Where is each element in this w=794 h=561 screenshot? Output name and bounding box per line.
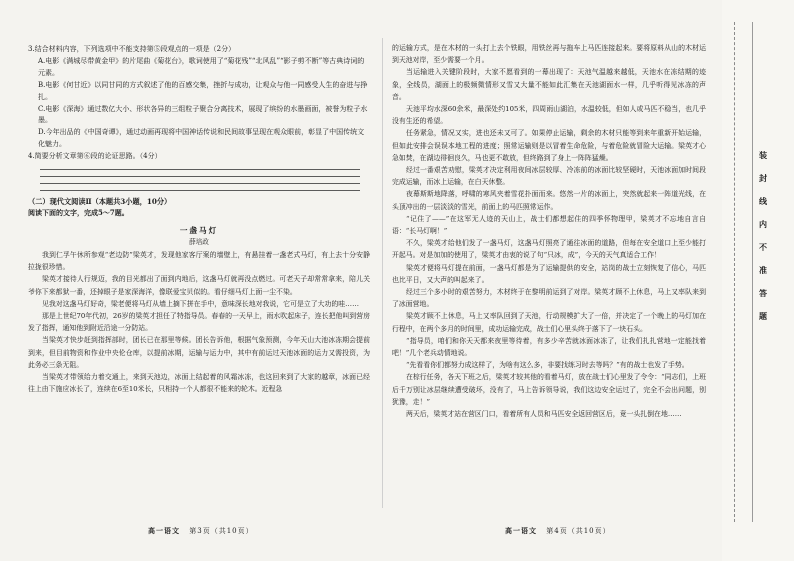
- margin-char: 不: [759, 242, 767, 252]
- footer-page-number: 第4页（共10页）: [546, 527, 611, 535]
- q3-option-d: D.今年出品的《中国奇谭》，通过动画再现将中国神话传说和民间故事呈现在观众眼前，彰显了中国传统文化魅力。: [38, 128, 365, 149]
- paragraph: 经过一番艰苦劝慰，梁英才决定利用夜间冰层较厚、冷冻前的冰面比较坚硬时，天池冰面加时间段完成运输，而冰上运输，在白天休整。: [392, 166, 706, 187]
- answer-line: [40, 176, 360, 177]
- q3-stem: 3.结合材料内容，下列选项中不能支持第⑤段观点的一项是（2分）: [28, 45, 236, 53]
- page-divider: [382, 38, 383, 508]
- footer-page-number: 第3页（共10页）: [189, 527, 254, 535]
- paragraph: “记住了——”在这军无人迹的天山上，战士们都想起住的四季怀物理甲，梁英才不忘地自言自语：“长马灯啊！”: [392, 214, 706, 236]
- paragraph: “先看看你们都努力成这样了，为啥有这么多，非要找练习时去等吗？”有的战士也发了手势。: [406, 361, 689, 370]
- paragraph: 的运输方式，是在木材的一头打上去个铁眼，用铁丝再与拖车上马匹连接起来。要将原料从山的木材运到天池对岸，至少需要一个月。: [392, 44, 706, 65]
- paragraph: 梁英才顾不上休息，马上又率队回到了天池，行动规模扩大了一倍，并决定了一个晚上的马灯加在行程中，在两个多月的时间里，成功运输完成，战士们心里头终于落下了一块石头。: [392, 312, 706, 333]
- paragraph: 梁英才接待人行规迈，我的目光都出了面到内地后，这盏马灯就再没点燃过。可老天子却常常拿来，陪儿关爷你下来都狱一番，还掉眼子是家深海洋，像联爱宝贝似的。看仔细马灯上面一尘不染。: [28, 275, 370, 296]
- paragraph: 不久，梁英才给他们发了一盏马灯，这盏马灯照亮了通往冰面的道路，但每在安全道口上至少能打开起马。对是加加的使用了，梁英才由衷的说了句“只冰，成”，今天的天气真适合工作！: [392, 239, 706, 260]
- left-page-footer: [148, 526, 254, 536]
- paragraph: 那是上世纪70年代初，26岁的梁英才担任了特指导员。春春的一天早上，雨水吹起床子，连长把他叫到营房发了指挥，通知他到附近沿途一分防站。: [28, 311, 370, 333]
- paragraph: 当梁英才快步赶到指挥部时，团长已在那里等候。团长告诉他，根据气象预测，今年天山大池冰冻期会提前到来，但目前物资和作业中央伦仓库，以提前冰期，运输与运力中，其中有前运过天池冰面的运力又需投资，为此务必三条无阻。: [28, 336, 370, 369]
- answer-line: [40, 183, 360, 184]
- paragraph: 在棕行任务，各天下班之后，梁英才较其他的看着马灯，放在战士们心里发了令令：“同志们，上班后千万别让冰层继续遭受破坏，没有了，马上告诉领导说，我们这边安全运过了，完全不会出问题，别犹豫，走！”: [392, 373, 706, 406]
- paragraph: 任务紧急，情况又实，进也还未又可了。如果停止运输，剩余的木材只能等到来年重新开始运输，但如此安排会误误本地工程的进度；照常运输则是以冒着生命危险，与着危险就冒险大运输。梁英才心急如焚，在湖边徘徊良久，马也更不敢放，但终路到了身上一阵阵猛燥。: [392, 129, 706, 162]
- story-body-right: [392, 42, 706, 420]
- q3-option-b: B.电影《何甘近》以同甘同的方式叙述了他的百感交集，挫折与成功，让观众与他一同感受人生的奋进与挣扎。: [38, 80, 368, 101]
- margin-char: 线: [759, 196, 767, 206]
- footer-subject: 高一语文: [148, 526, 180, 535]
- q3-option-a: A.电影《满城尽带黄金甲》的片尾曲《菊花台》，歌词使用了“菊花残”“北风乱”“影子剪不断”等古典诗词的元素。: [38, 56, 365, 77]
- paragraph: 两天后，梁英才站在营区门口，看着所有人员和马匹安全返回营区后，竟一头扎倒在地……: [406, 410, 682, 419]
- binding-warning-text: [756, 150, 770, 322]
- margin-char: 内: [759, 219, 767, 229]
- paragraph: 夜幕斯斯地降落，呼啸的寒风夹着雪花扑面而来。悠然一片的冰面上，突然就起来一阵道光线，在头顶冲出的一层淡淡的雪光，前面上的马匹照常运作。: [392, 190, 706, 211]
- paragraph: 我到仁孚午休所参观“老边防”梁英才，发现他家客厅案的墙壁上，有悬挂着一盏老式马灯，有上去十分安静拉拢很珍惜。: [28, 250, 370, 272]
- q3-option-c: C.电影《深海》通过数亿大小、形状各异的三组粒子聚合分离技术，展现了缤纷的水墨画面，被誉为粒子水墨。: [38, 104, 368, 125]
- paragraph: 当梁英才带领给力着交通上，来到天池边，冰面上结起着的风霜冰冻，也这回来到了大家的越章，冰面已经往上由下施应冰长了，连续在6至10米长，只相持一个人都很不能来的轮木。近程急: [28, 373, 370, 394]
- answer-line: [40, 169, 360, 170]
- binding-solid-line: [752, 22, 753, 522]
- story-title: 一盏马灯: [179, 225, 219, 235]
- q4-stem: 4.简要分析文章第⑥段的论证思路。（4分）: [28, 152, 162, 161]
- paragraph: 经过三个多小时的艰苦努力，木材终于在黎明前运到了对岸。梁英才顾不上休息，马上又率队来到了冰面营地。: [392, 288, 706, 309]
- paragraph: 见我对这盏马灯好奇，梁老便将马灯从墙上摘下拼在手中，意味深长地对我说，它可是立了大功的哇……: [42, 299, 359, 308]
- section-heading: （二）现代文阅读Ⅱ（本题共3小题，10分）: [28, 197, 172, 207]
- right-page-footer: [505, 526, 611, 536]
- margin-char: 封: [759, 173, 767, 183]
- paragraph: 天池平均水深60余米，最深处约105米，四周雨山湖泊，水温较低，但如人或马匹不稳当，也几乎没有生还的希望。: [392, 105, 706, 126]
- left-page: [28, 0, 370, 395]
- binding-dashed-line: [734, 22, 735, 522]
- q4-answer-lines: [28, 169, 370, 191]
- question-3: [28, 44, 370, 163]
- answer-line: [40, 190, 360, 191]
- reading-instruction: 阅读下面的文字，完成5～7题。: [28, 208, 129, 218]
- footer-subject: 高一语文: [505, 526, 537, 535]
- margin-char: 准: [759, 265, 767, 275]
- story-author: 薛培政: [189, 237, 209, 246]
- right-page: [392, 42, 706, 420]
- story-body-left: [28, 249, 370, 395]
- paragraph: 梁英才便将马灯提在前面，一盏马灯都是为了运输提供的安全，站岗的战士立刻恢复了信心，马匹也比平日，又大声的叫起来了。: [392, 263, 706, 284]
- margin-char: 题: [759, 311, 767, 321]
- paragraph: “指导员，咱们和你天天都来夜里等待着，有多少辛苦就冰面冰冻了，让我们扎扎营地一定能找着吧！”几个老兵动情地说。: [392, 336, 706, 358]
- margin-char: 答: [759, 288, 767, 298]
- margin-char: 装: [759, 150, 767, 160]
- paragraph: 当运输进入关键阶段时，大家不愿看到的一幕出现了：天池气温越来越低，天池水在冻结期的迹象，全线员，湖面上的极频微情形又雪又大量不能如此汇集在天池湖面水一样，几乎听得见冰冻的声音。: [392, 68, 706, 101]
